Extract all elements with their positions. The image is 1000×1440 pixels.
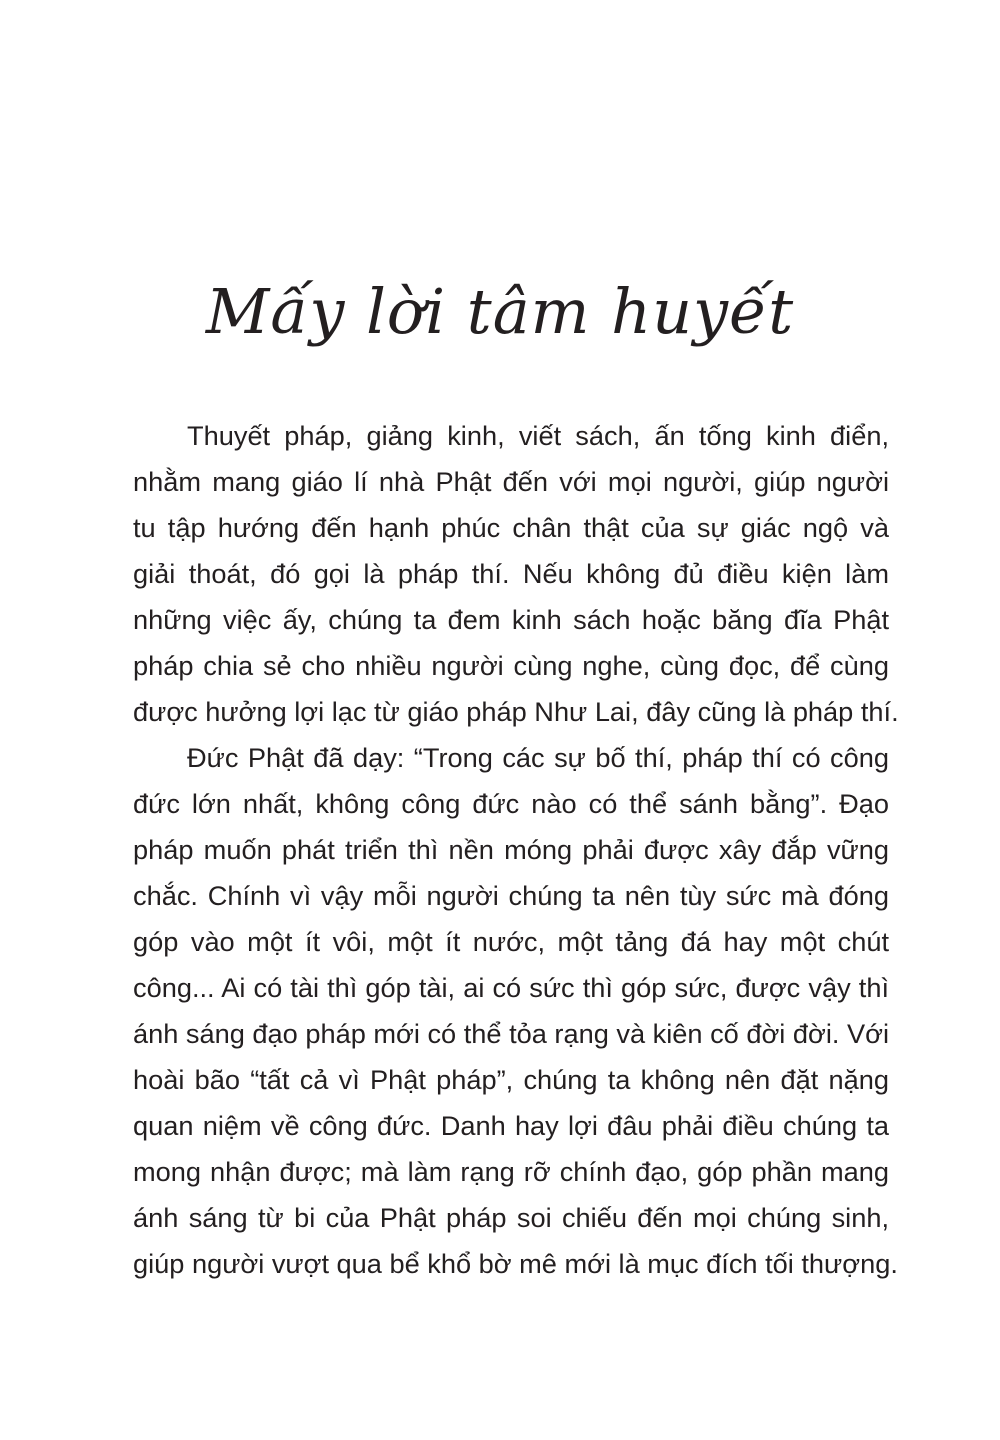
text-line: giải thoát, đó gọi là pháp thí. Nếu không đủ điều kiện làm [133, 558, 889, 589]
text-line: quan niệm về công đức. Danh hay lợi đâu phải điều chúng ta [133, 1110, 889, 1141]
text-line: tu tập hướng đến hạnh phúc chân thật của sự giác ngộ và [133, 512, 889, 543]
text-line: được hưởng lợi lạc từ giáo pháp Như Lai, đây cũng là pháp thí. [133, 696, 899, 727]
text-line: đức lớn nhất, không công đức nào có thể sánh bằng”. Đạo [133, 788, 889, 819]
text-line: công... Ai có tài thì góp tài, ai có sức thì góp sức, được vậy thì [133, 972, 889, 1003]
text-line: chắc. Chính vì vậy mỗi người chúng ta nên tùy sức mà đóng [133, 880, 889, 911]
text-line: Thuyết pháp, giảng kinh, viết sách, ấn tống kinh điển, [187, 420, 889, 451]
text-line: pháp chia sẻ cho nhiều người cùng nghe, cùng đọc, để cùng [133, 650, 889, 681]
chapter-title: Mấy lời tâm huyết [205, 275, 795, 348]
text-line: ánh sáng đạo pháp mới có thể tỏa rạng và kiên cố đời đời. Với [133, 1018, 889, 1049]
text-line: giúp người vượt qua bể khổ bờ mê mới là mục đích tối thượng. [133, 1248, 898, 1279]
text-line: mong nhận được; mà làm rạng rỡ chính đạo, góp phần mang [133, 1156, 889, 1187]
text-line: góp vào một ít vôi, một ít nước, một tảng đá hay một chút [133, 926, 889, 957]
text-line: pháp muốn phát triển thì nền móng phải được xây đắp vững [133, 834, 889, 865]
paragraph [133, 413, 899, 735]
text-line: nhằm mang giáo lí nhà Phật đến với mọi người, giúp người [133, 466, 889, 497]
text-line: những việc ấy, chúng ta đem kinh sách hoặc băng đĩa Phật [133, 604, 889, 635]
body-text [133, 413, 899, 1287]
paragraph [133, 735, 898, 1287]
text-line: Đức Phật đã dạy: “Trong các sự bố thí, pháp thí có công [187, 742, 889, 773]
text-line: ánh sáng từ bi của Phật pháp soi chiếu đến mọi chúng sinh, [133, 1202, 889, 1233]
text-line: hoài bão “tất cả vì Phật pháp”, chúng ta không nên đặt nặng [133, 1064, 889, 1095]
